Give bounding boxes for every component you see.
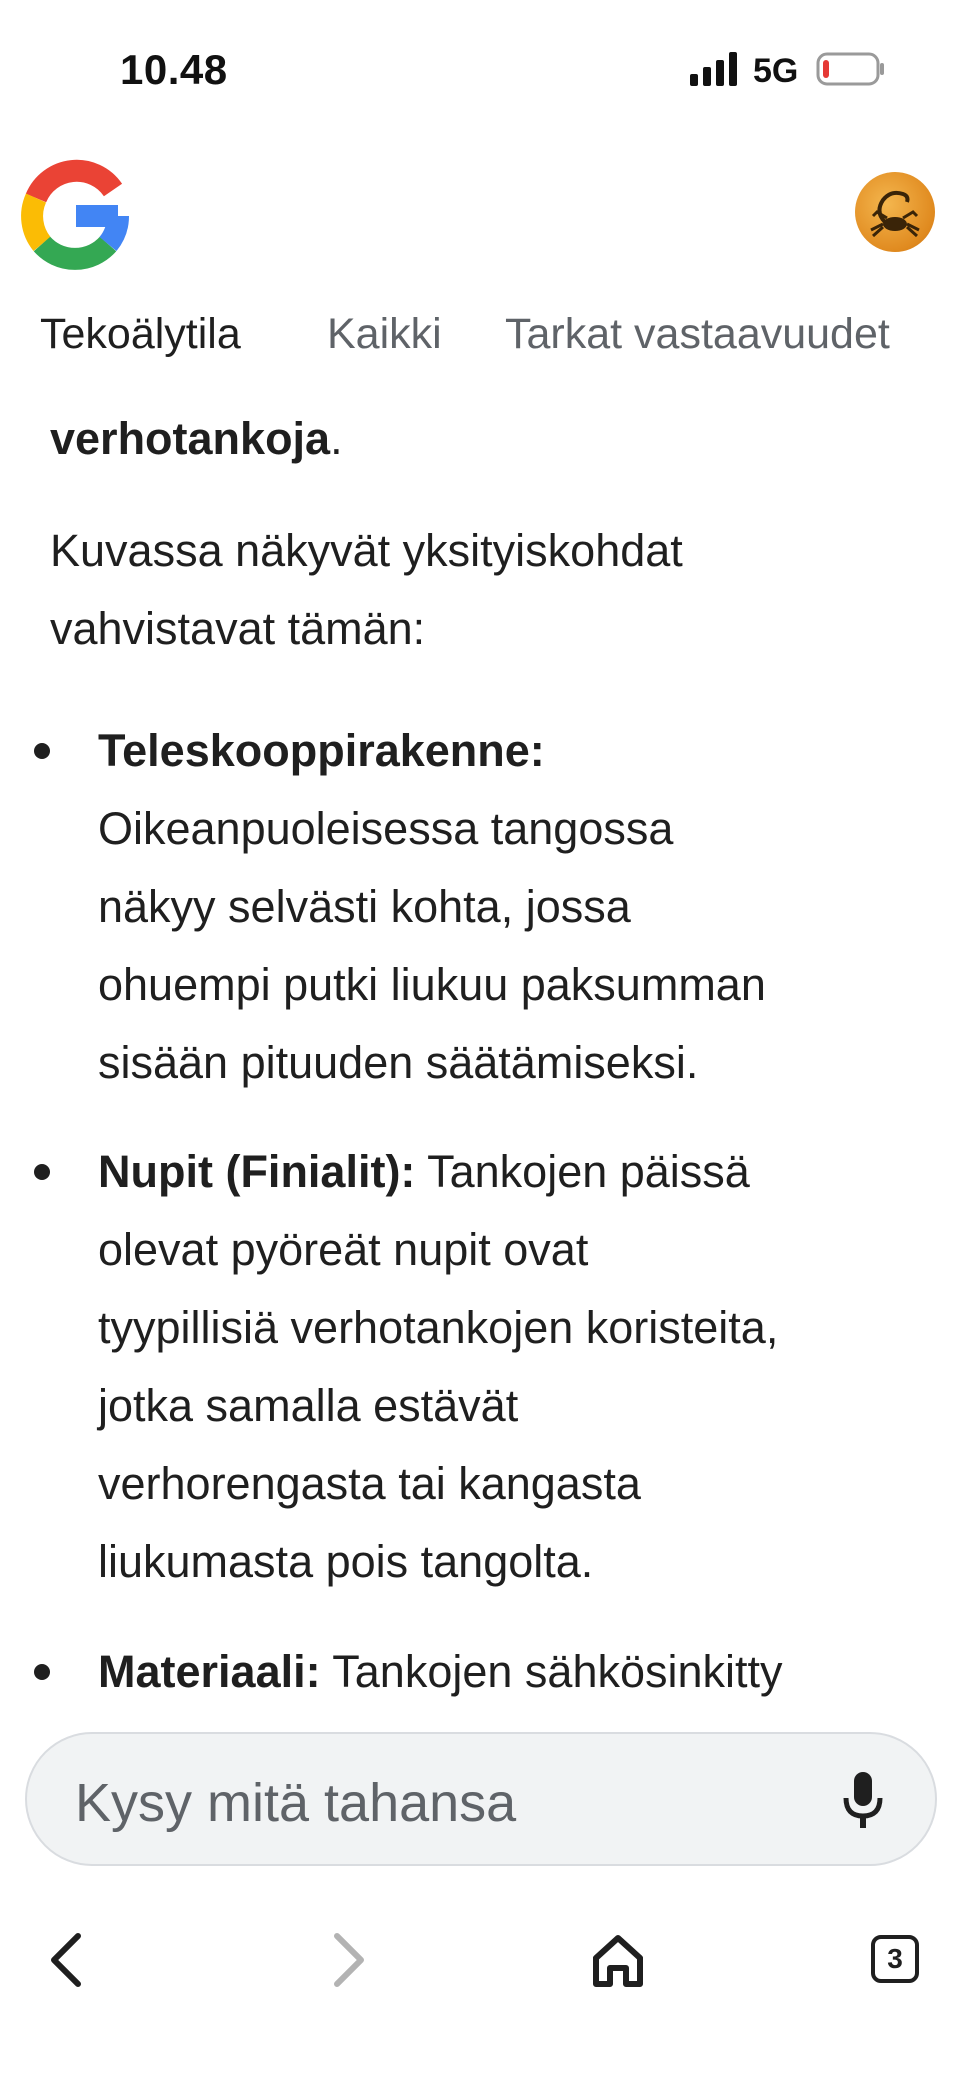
tab-count: 3 bbox=[871, 1935, 919, 1983]
ai-answer-content bbox=[0, 400, 960, 1700]
tab-ai-mode[interactable]: Tekoälytila bbox=[40, 310, 241, 358]
list-item bbox=[98, 1633, 928, 1700]
chevron-right-icon[interactable] bbox=[305, 1920, 385, 2000]
bullet-dot bbox=[34, 1664, 50, 1680]
list-item-first-line bbox=[98, 1633, 928, 1700]
tab-exact-matches[interactable]: Tarkat vastaavuudet bbox=[505, 310, 890, 358]
list-item-line: verhorengasta tai kangasta bbox=[98, 1458, 641, 1509]
list-item-line: ohuempi putki liukuu paksumman bbox=[98, 959, 766, 1010]
intro-bold: verhotankoja bbox=[50, 413, 331, 464]
list-item-line: jotka samalla estävät bbox=[98, 1380, 519, 1431]
intro-line bbox=[50, 400, 910, 478]
list-item-line: liukumasta pois tangolta. bbox=[98, 1536, 594, 1587]
list-item-line: näkyy selvästi kohta, jossa bbox=[98, 881, 631, 932]
ask-placeholder: Kysy mitä tahansa bbox=[75, 1773, 517, 1833]
list-item bbox=[98, 712, 928, 1102]
status-bar bbox=[0, 0, 960, 140]
list-item-tail: Tankojen sähkösinkitty bbox=[320, 1646, 783, 1697]
home-icon[interactable] bbox=[578, 1920, 658, 2000]
battery-low-icon bbox=[816, 52, 886, 86]
network-type: 5G bbox=[753, 52, 799, 90]
paragraph bbox=[50, 512, 910, 668]
list-item-line: Oikeanpuoleisessa tangossa bbox=[98, 803, 674, 854]
signal-strength-icon bbox=[690, 52, 740, 86]
chevron-left-icon[interactable] bbox=[30, 1920, 110, 2000]
intro-tail: . bbox=[330, 413, 343, 464]
list-item-term: Nupit (Finialit): bbox=[98, 1146, 416, 1197]
list-item-term: Materiaali: bbox=[98, 1646, 321, 1697]
list-item-line: olevat pyöreät nupit ovat bbox=[98, 1224, 589, 1275]
paragraph-line: Kuvassa näkyvät yksityiskohdat bbox=[50, 525, 683, 576]
microphone-icon[interactable] bbox=[841, 1770, 885, 1830]
search-mode-tabs bbox=[40, 310, 940, 370]
list-item bbox=[98, 1133, 928, 1601]
ask-input[interactable] bbox=[25, 1732, 937, 1866]
list-item-first-line bbox=[98, 1133, 928, 1211]
list-item-line: sisään pituuden säätämiseksi. bbox=[98, 1037, 699, 1088]
list-item-line: tyypillisiä verhotankojen koristeita, bbox=[98, 1302, 779, 1353]
list-item-tail: Tankojen päissä bbox=[415, 1146, 750, 1197]
google-g-icon[interactable] bbox=[18, 158, 130, 270]
bullet-dot bbox=[34, 1164, 50, 1180]
paragraph-line: vahvistavat tämän: bbox=[50, 603, 426, 654]
tab-all[interactable]: Kaikki bbox=[327, 310, 442, 358]
tab-switcher-button[interactable] bbox=[856, 1920, 936, 2000]
list-item-term: Teleskooppirakenne: bbox=[98, 725, 545, 776]
scorpion-avatar-icon[interactable] bbox=[855, 172, 935, 252]
bottom-navigation bbox=[0, 1900, 960, 2020]
bullet-dot bbox=[34, 743, 50, 759]
status-time: 10.48 bbox=[120, 46, 228, 93]
